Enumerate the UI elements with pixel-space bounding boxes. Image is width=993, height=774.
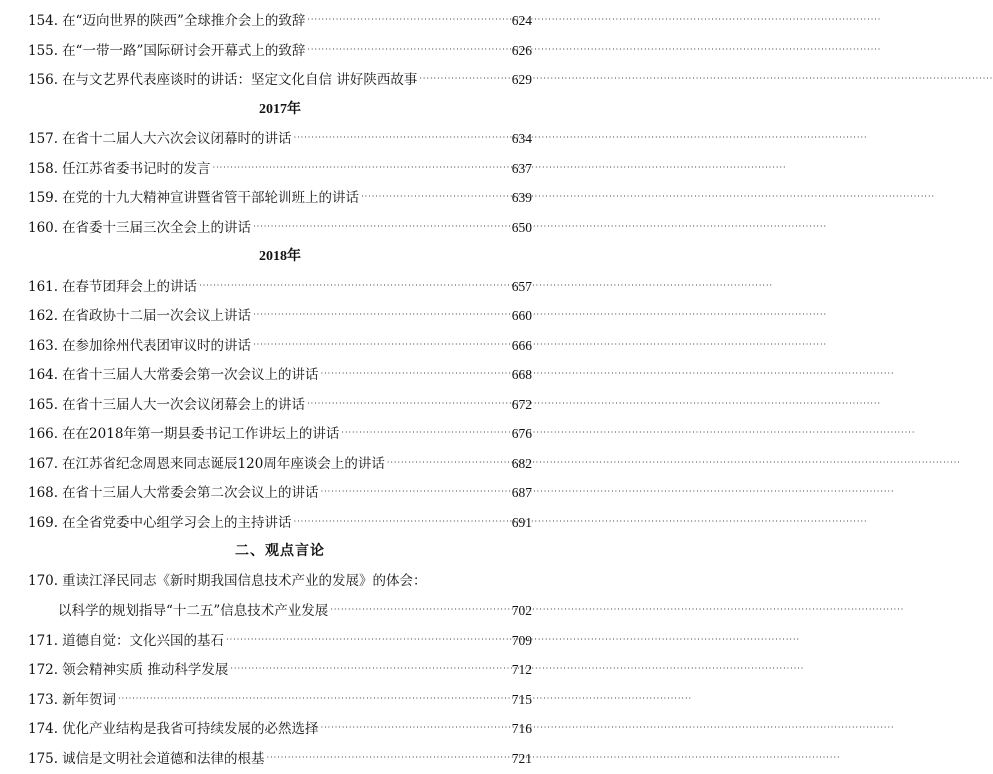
entry-page-number: 668	[512, 360, 532, 390]
dot-leader	[361, 182, 510, 212]
toc-entry[interactable]	[28, 508, 532, 538]
entry-title: 在省政协十二届一次会议上讲话	[62, 302, 251, 332]
entry-page-number: 624	[512, 6, 532, 36]
year-heading: 2017年	[28, 95, 532, 125]
dot-leader	[307, 389, 510, 419]
toc-entry[interactable]	[28, 478, 532, 508]
entry-title: 在江苏省纪念周恩来同志诞辰120周年座谈会上的讲话	[62, 450, 385, 480]
dot-leader	[294, 123, 510, 153]
entry-page-number: 709	[512, 626, 532, 656]
entry-number: 169.	[28, 509, 58, 539]
toc-entry[interactable]	[28, 390, 532, 420]
entry-page-number: 672	[512, 390, 532, 420]
toc-entry[interactable]	[28, 626, 532, 656]
dot-leader	[213, 153, 510, 183]
entry-title: 诚信是文明社会道德和法律的根基	[62, 745, 265, 774]
entry-page-number: 629	[512, 65, 532, 95]
entry-title: 在在2018年第一期县委书记工作讲坛上的讲话	[62, 420, 339, 450]
dot-leader	[419, 64, 509, 94]
entry-page-number: 626	[512, 36, 532, 66]
dot-leader	[307, 35, 509, 65]
entry-number: 159.	[28, 184, 58, 214]
entry-page-number: 634	[512, 124, 532, 154]
toc-entry[interactable]	[28, 6, 532, 36]
entry-page-number: 721	[512, 744, 532, 774]
entry-number: 154.	[28, 7, 58, 37]
entry-number: 172.	[28, 656, 58, 686]
dot-leader	[321, 477, 510, 507]
toc-entry[interactable]	[28, 567, 532, 597]
dot-leader	[330, 595, 509, 625]
toc-entry[interactable]	[28, 744, 532, 774]
toc-entry[interactable]	[28, 183, 532, 213]
dot-leader	[253, 212, 510, 242]
entry-title: 优化产业结构是我省可持续发展的必然选择	[62, 715, 319, 745]
toc-entry[interactable]	[28, 65, 532, 95]
toc-entry-continuation[interactable]	[28, 596, 532, 626]
entry-title: 领会精神实质 推动科学发展	[62, 656, 228, 686]
toc-entry[interactable]	[28, 419, 532, 449]
entry-page-number: 715	[512, 685, 532, 715]
entry-number: 158.	[28, 155, 58, 185]
dot-leader	[341, 418, 509, 448]
entry-page-number: 687	[512, 478, 532, 508]
entry-number: 168.	[28, 479, 58, 509]
entry-page-number: 666	[512, 331, 532, 361]
entry-number: 156.	[28, 66, 58, 96]
entry-title: 在与文艺界代表座谈时的讲话：坚定文化自信 讲好陕西故事	[62, 66, 417, 96]
toc-entry[interactable]	[28, 714, 532, 744]
dot-leader	[321, 713, 510, 743]
entry-number: 162.	[28, 302, 58, 332]
entry-title: 在党的十九大精神宣讲暨省管干部轮训班上的讲话	[62, 184, 359, 214]
entry-title: 在省十三届人大常委会第一次会议上的讲话	[62, 361, 319, 391]
dot-leader	[230, 654, 509, 684]
entry-page-number: 691	[512, 508, 532, 538]
entry-title: 在全省党委中心组学习会上的主持讲话	[62, 509, 292, 539]
entry-number: 160.	[28, 214, 58, 244]
toc-entry[interactable]	[28, 655, 532, 685]
entry-number: 170.	[28, 567, 58, 597]
entry-page-number: 639	[512, 183, 532, 213]
entry-page-number: 650	[512, 213, 532, 243]
entry-title: 在春节团拜会上的讲话	[62, 273, 197, 303]
year-heading: 2018年	[28, 242, 532, 272]
toc-entry[interactable]	[28, 154, 532, 184]
dot-leader	[226, 625, 510, 655]
toc-entry[interactable]	[28, 685, 532, 715]
dot-leader	[118, 684, 510, 714]
entry-title: 道德自觉：文化兴国的基石	[62, 627, 224, 657]
dot-leader	[387, 448, 510, 478]
section-heading: 二、观点言论	[28, 537, 532, 567]
dot-leader	[267, 743, 510, 773]
entry-title: 在参加徐州代表团审议时的讲话	[62, 332, 251, 362]
entry-number: 166.	[28, 420, 58, 450]
entry-page-number: 676	[512, 419, 532, 449]
entry-number: 167.	[28, 450, 58, 480]
entry-title: 在省十三届人大一次会议闭幕会上的讲话	[62, 391, 305, 421]
toc-entry[interactable]	[28, 360, 532, 390]
toc-entry[interactable]	[28, 272, 532, 302]
entry-title: 重读江泽民同志《新时期我国信息技术产业的发展》的体会：	[62, 567, 532, 597]
entry-page-number: 637	[512, 154, 532, 184]
entry-number: 164.	[28, 361, 58, 391]
dot-leader	[199, 271, 510, 301]
entry-page-number: 657	[512, 272, 532, 302]
dot-leader	[321, 359, 510, 389]
entry-title: 新年贺词	[62, 686, 116, 716]
entry-title: 在“一带一路”国际研讨会开幕式上的致辞	[62, 37, 305, 67]
toc-entry[interactable]	[28, 331, 532, 361]
entry-number: 157.	[28, 125, 58, 155]
entry-page-number: 702	[512, 596, 532, 626]
entry-title: 任江苏省委书记时的发言	[62, 155, 211, 185]
toc-entry[interactable]	[28, 213, 532, 243]
entry-page-number: 660	[512, 301, 532, 331]
entry-number: 171.	[28, 627, 58, 657]
toc-entry[interactable]	[28, 124, 532, 154]
entry-subtitle: 以科学的规划指导“十二五”信息技术产业发展	[58, 597, 328, 627]
entry-title: 在省十二届人大六次会议闭幕时的讲话	[62, 125, 292, 155]
dot-leader	[294, 507, 510, 537]
entry-number: 161.	[28, 273, 58, 303]
entry-number: 165.	[28, 391, 58, 421]
dot-leader	[307, 5, 509, 35]
entry-title: 在“迈向世界的陕西”全球推介会上的致辞	[62, 7, 305, 37]
entry-title: 在省委十三届三次全会上的讲话	[62, 214, 251, 244]
toc-entry[interactable]	[28, 449, 532, 479]
entry-number: 163.	[28, 332, 58, 362]
entry-number: 155.	[28, 37, 58, 67]
entry-number: 175.	[28, 745, 58, 774]
entry-number: 174.	[28, 715, 58, 745]
entry-page-number: 716	[512, 714, 532, 744]
dot-leader	[253, 330, 510, 360]
toc-entry[interactable]	[28, 36, 532, 66]
entry-number: 173.	[28, 686, 58, 716]
entry-title: 在省十三届人大常委会第二次会议上的讲话	[62, 479, 319, 509]
toc-entry[interactable]	[28, 301, 532, 331]
dot-leader	[253, 300, 510, 330]
entry-page-number: 712	[512, 655, 532, 685]
entry-page-number: 682	[512, 449, 532, 479]
